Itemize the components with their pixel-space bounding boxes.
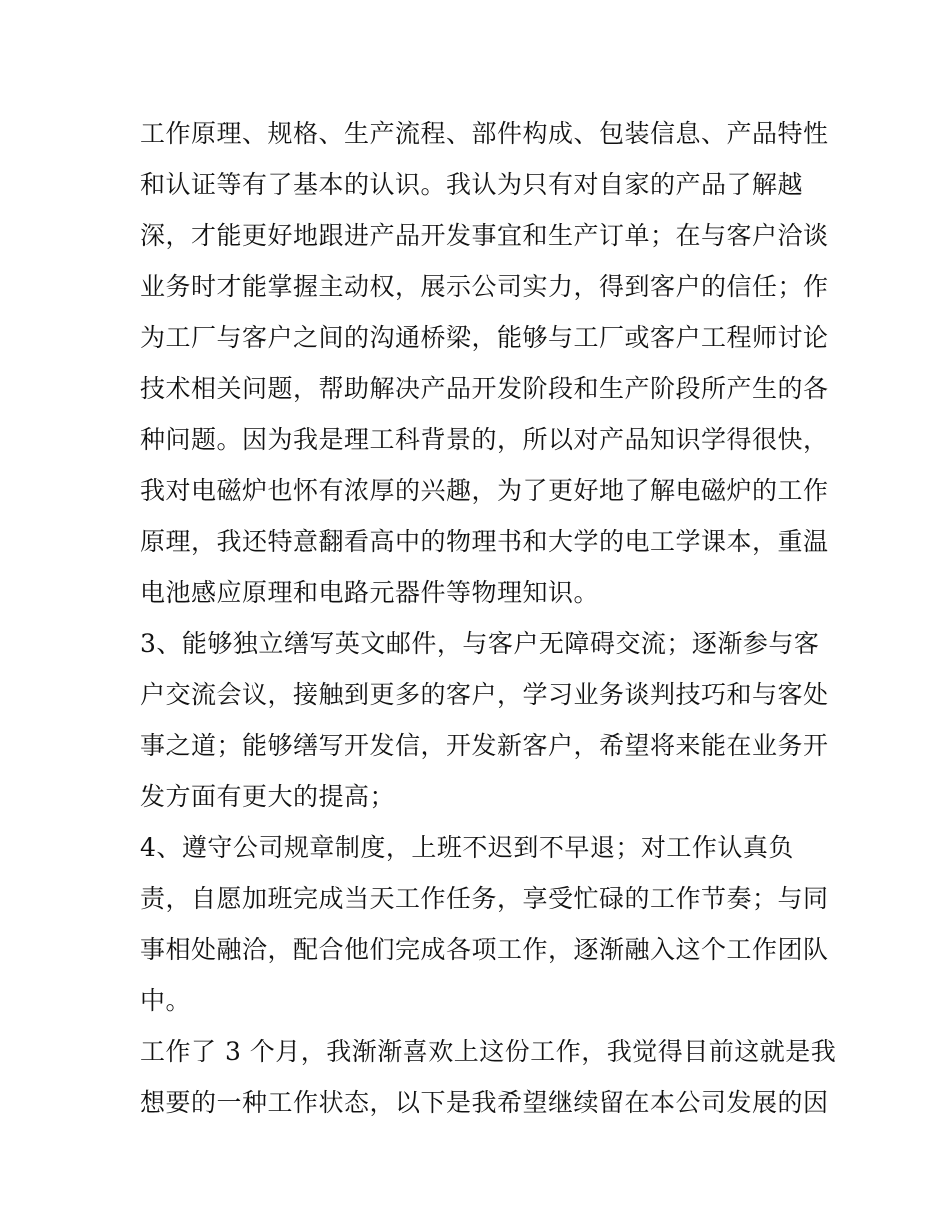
text-line: 工作原理、规格、生产流程、部件构成、包装信息、产品特性 <box>140 119 829 148</box>
text-line: 想要的一种工作状态，以下是我希望继续留在本公司发展的因 <box>140 1088 829 1117</box>
text-line: 责，自愿加班完成当天工作任务，享受忙碌的工作节奏；与同 <box>140 884 829 913</box>
list-item-4-line: 4、遵守公司规章制度，上班不迟到不早退；对工作认真负 <box>140 833 794 862</box>
text-line: 业务时才能掌握主动权，展示公司实力，得到客户的信任；作 <box>140 272 829 301</box>
text-line: 和认证等有了基本的认识。我认为只有对自家的产品了解越 <box>140 170 804 199</box>
text-line: 深，才能更好地跟进产品开发事宜和生产订单；在与客户洽谈 <box>140 221 829 250</box>
text-line: 事之道；能够缮写开发信，开发新客户，希望将来能在业务开 <box>140 731 829 760</box>
body-text <box>140 108 837 1128</box>
text-line: 为工厂与客户之间的沟通桥梁，能够与工厂或客户工程师讨论 <box>140 323 829 352</box>
text-line: 原理，我还特意翻看高中的物理书和大学的电工学课本，重温 <box>140 527 829 556</box>
text-line: 户交流会议，接触到更多的客户，学习业务谈判技巧和与客处 <box>140 680 829 709</box>
text-line: 技术相关问题，帮助解决产品开发阶段和生产阶段所产生的各 <box>140 374 829 403</box>
list-item-3-line: 3、能够独立缮写英文邮件，与客户无障碍交流；逐渐参与客 <box>140 629 820 658</box>
text-line: 中。 <box>140 986 192 1015</box>
text-line: 种问题。因为我是理工科背景的，所以对产品知识学得很快， <box>140 425 829 454</box>
text-line: 工作了 3 个月，我渐渐喜欢上这份工作，我觉得目前这就是我 <box>140 1037 837 1066</box>
text-line: 我对电磁炉也怀有浓厚的兴趣，为了更好地了解电磁炉的工作 <box>140 476 829 505</box>
text-line: 发方面有更大的提高； <box>140 782 396 811</box>
text-line: 电池感应原理和电路元器件等物理知识。 <box>140 578 600 607</box>
text-line: 事相处融洽，配合他们完成各项工作，逐渐融入这个工作团队 <box>140 935 829 964</box>
